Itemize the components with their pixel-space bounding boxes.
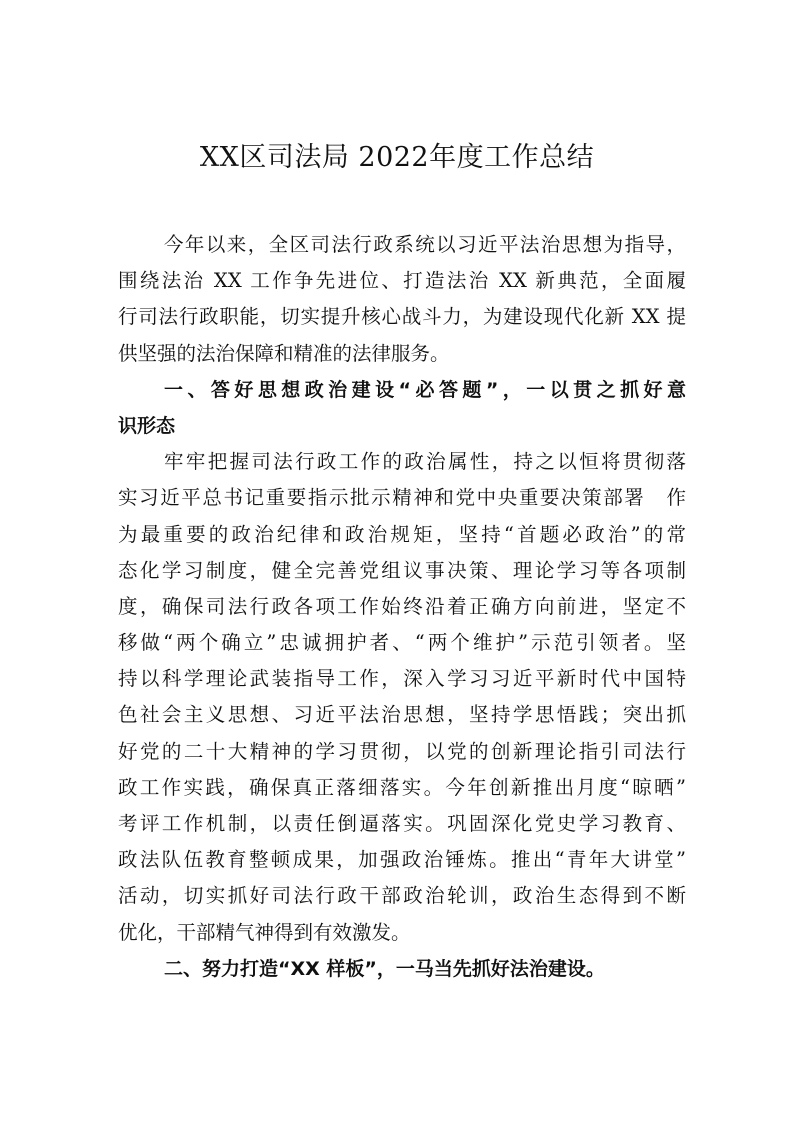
section-1-paragraph-line: 优化，干部精气神得到有效激发。 (118, 920, 411, 944)
section-1-paragraph-line: 持以科学理论武装指导工作，深入学习习近平新时代中国特 (118, 667, 686, 691)
document-title: XX区司法局 2022年度工作总结 (199, 142, 595, 173)
intro-paragraph-line: 围绕法治 XX 工作争先进位、打造法治 XX 新典范，全面履 (118, 269, 686, 293)
intro-paragraph-line: 今年以来，全区司法行政系统以习近平法治思想为指导， (164, 233, 686, 256)
section-1-paragraph-line: 色社会主义思想、习近平法治思想，坚持学思悟践；突出抓 (118, 703, 686, 727)
section-1-paragraph-line: 态化学习制度，健全完善党组议事决策、理论学习等各项制 (118, 558, 686, 582)
intro-paragraph-line: 行司法行政职能，切实提升核心战斗力，为建设现代化新 XX 提 (118, 305, 686, 329)
section-1-paragraph-line: 活动，切实抓好司法行政干部政治轮训，政治生态得到不断 (118, 884, 686, 908)
section-2-heading: 二、努力打造“XX 样板”，一马当先抓好法治建设。 (164, 957, 605, 980)
section-1-paragraph-line: 牢牢把握司法行政工作的政治属性，持之以恒将贯彻落 (164, 450, 686, 474)
section-1-paragraph-line: 政工作实践，确保真正落细落实。今年创新推出月度“晾晒” (118, 775, 686, 799)
section-1-heading: 识形态 (118, 414, 176, 437)
section-1-paragraph-line: 实习近平总书记重要指示批示精神和党中央重要决策部署 作 (118, 486, 686, 510)
section-1-paragraph-line: 度，确保司法行政各项工作始终沿着正确方向前进，坚定不 (118, 594, 686, 618)
section-1-paragraph-line: 为最重要的政治纪律和政治规矩，坚持“首题必政治”的常 (118, 522, 686, 546)
section-1-paragraph-line: 政法队伍教育整顿成果，加强政治锤炼。推出“青年大讲堂” (118, 848, 686, 872)
section-1-paragraph-line: 考评工作机制，以责任倒逼落实。巩固深化党史学习教育、 (118, 812, 686, 835)
section-1-heading: 一、答好思想政治建设“必答题”，一以贯之抓好意 (164, 378, 686, 401)
section-1-paragraph-line: 好党的二十大精神的学习贯彻，以党的创新理论指引司法行 (118, 739, 686, 763)
section-1-paragraph-line: 移做“两个确立”忠诚拥护者、“两个维护”示范引领者。坚 (118, 631, 686, 655)
intro-paragraph-line: 供坚强的法治保障和精准的法律服务。 (118, 341, 450, 365)
document-body (118, 227, 686, 987)
